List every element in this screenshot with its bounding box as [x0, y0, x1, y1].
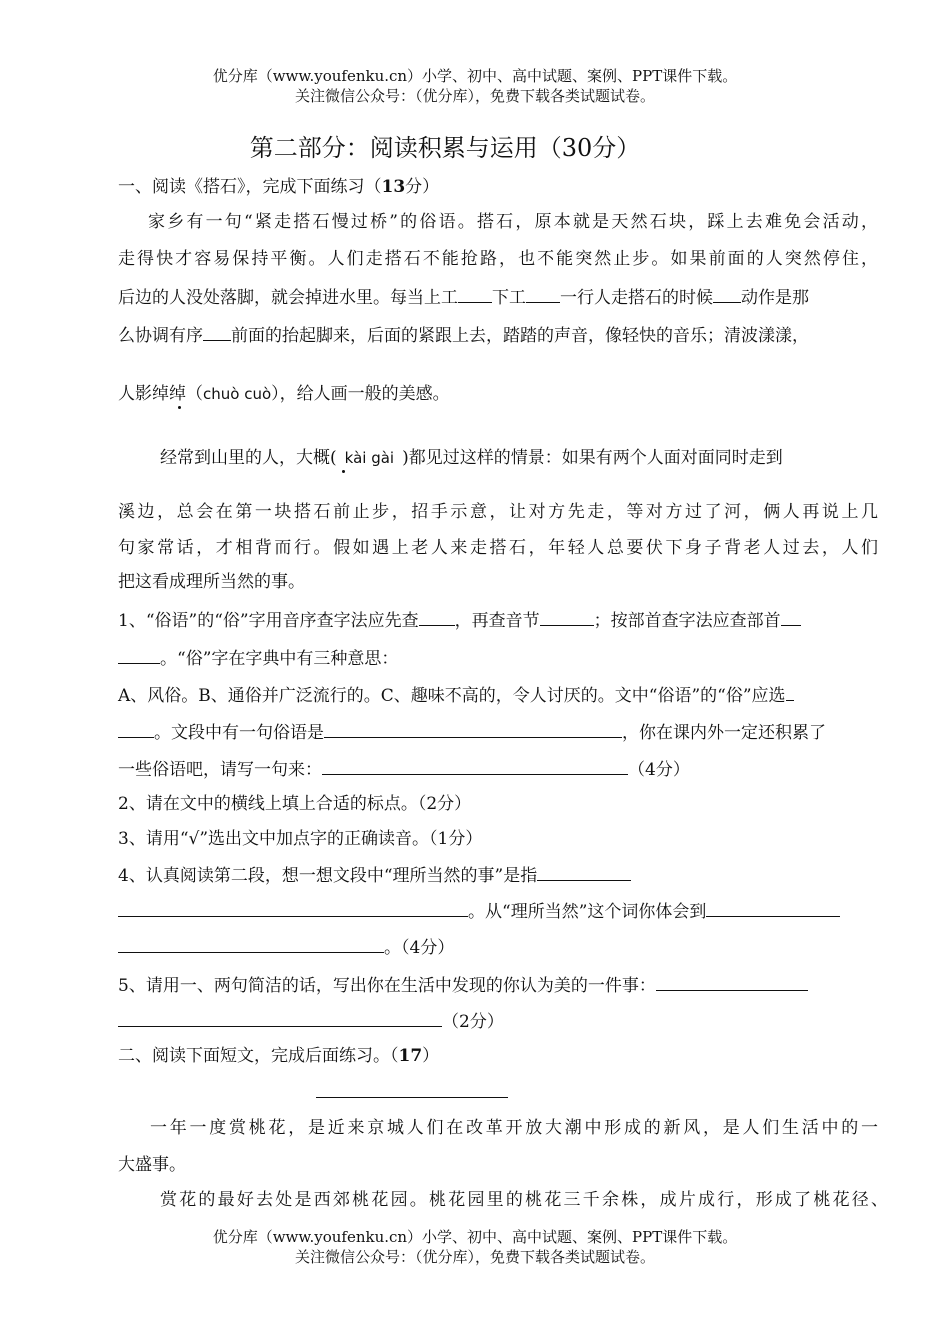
section-2-heading: 二、阅读下面短文，完成后面练习。（17） — [118, 1046, 440, 1066]
answer-blank-q4-a[interactable] — [537, 862, 631, 881]
answer-blank-radical-cont[interactable] — [118, 645, 160, 664]
answer-blank-radical[interactable] — [781, 607, 801, 626]
passage-1-line-2: 走得快才容易保持平衡。人们走搭石不能抢路，也不能突然止步。如果前面的人突然停住， — [118, 249, 878, 269]
passage-1-line-1: 家乡有一句“紧走搭石慢过桥”的俗语。搭石，原本就是天然石块，踩上去难免会活动， — [148, 212, 878, 232]
section-2-passage-line-2: 大盛事。 — [118, 1155, 186, 1175]
answer-blank-q5-b[interactable] — [118, 1008, 442, 1027]
emphasis-dot-chuo — [178, 406, 181, 409]
question-1-line-5: 一些俗语吧，请写一句来： （4分） — [118, 756, 690, 782]
question-2: 2、请在文中的横线上填上合适的标点。（2分） — [118, 794, 472, 814]
footer-line-1: 优分库（www.youfenku.cn）小学、初中、高中试题、案例、PPT课件下载。 — [212, 1228, 738, 1246]
section-1-heading-text: 一、阅读《搭石》，完成下面练习（ — [118, 177, 382, 197]
question-1-line-1: 1、“俗语”的“俗”字用音序查字法应先查 ，再查音节 ；按部首查字法应查部首 — [118, 607, 801, 633]
section-1-heading — [118, 175, 439, 199]
header-line-2: 关注微信公众号：（优分库），免费下载各类试题试卷。 — [294, 87, 655, 105]
passage-2-line-2: 溪边，总会在第一块搭石前止步，招手示意，让对方先走，等对方过了河，俩人再说上几 — [118, 502, 878, 522]
answer-blank-q5-a[interactable] — [656, 972, 808, 991]
question-4-line-3: 。（4分） — [118, 934, 454, 960]
answer-blank-q4-d[interactable] — [118, 934, 384, 953]
question-1-line-2: 。“俗”字在字典中有三种意思： — [118, 645, 398, 671]
section-1-score: 13 — [381, 177, 406, 197]
question-1-line-3: A、风俗。B、通俗并广泛流行的。C、趣味不高的，令人讨厌的。文中“俗语”的“俗”应选 — [118, 682, 794, 708]
pinyin-options-chuo-cuo[interactable]: chuò cuò — [203, 385, 272, 403]
question-1-line-4: 。文段中有一句俗语是 ，你在课内外一定还积累了 — [118, 719, 826, 745]
section-1-heading-end: 分） — [405, 177, 440, 197]
answer-blank-own-proverb[interactable] — [322, 756, 628, 775]
page-title: 第二部分：阅读积累与运用（30分） — [249, 134, 641, 162]
passage-1-line-3: 后边的人没处落脚，就会掉进水里。每当上工 下工 一行人走搭石的时候 动作是那 — [118, 284, 809, 310]
passage-2-line-4: 把这看成理所当然的事。 — [118, 572, 305, 592]
answer-blank-meaning[interactable] — [786, 682, 794, 701]
section-2-passage-line-1: 一年一度赏桃花，是近来京城人们在改革开放大潮中形成的新风，是人们生活中的一 — [150, 1118, 878, 1138]
question-3: 3、请用“√”选出文中加点字的正确读音。（1分） — [118, 829, 483, 849]
answer-blank-syllable[interactable] — [540, 607, 594, 626]
answer-blank-q4-c[interactable] — [706, 898, 840, 917]
section-2-passage-line-3: 赏花的最好去处是西郊桃花园。桃花园里的桃花三千余株，成片成行，形成了桃花径、 — [160, 1190, 888, 1210]
passage-2-line-1: 经常到山里的人，大概( kài gài )都见过这样的情景：如果有两个人面对面同时走到 — [160, 448, 783, 468]
question-5-line-2: （2分） — [118, 1008, 504, 1034]
punctuation-blank-3[interactable] — [713, 284, 741, 303]
punctuation-blank-4[interactable] — [203, 322, 231, 341]
pinyin-options-gai[interactable]: kài gài — [344, 449, 395, 467]
emphasis-dot-gai — [342, 470, 345, 473]
section-2-score: 17 — [398, 1046, 423, 1066]
punctuation-blank-2[interactable] — [526, 284, 560, 303]
header-line-1: 优分库（www.youfenku.cn）小学、初中、高中试题、案例、PPT课件下载。 — [212, 67, 738, 85]
answer-blank-initial[interactable] — [419, 607, 455, 626]
answer-blank-q4-b[interactable] — [118, 898, 468, 917]
answer-blank-proverb-in-text[interactable] — [324, 719, 622, 738]
title-blank[interactable] — [316, 1097, 508, 1098]
answer-blank-meaning-cont[interactable] — [118, 719, 154, 738]
question-4-line-1: 4、认真阅读第二段，想一想文段中“理所当然的事”是指 — [118, 862, 631, 888]
passage-1-line-4: 么协调有序 前面的抬起脚来，后面的紧跟上去，踏踏的声音，像轻快的音乐；清波漾漾， — [118, 322, 809, 348]
punctuation-blank-1[interactable] — [458, 284, 492, 303]
passage-1-line-5: 人影绰绰（chuò cuò），给人画一般的美感。 — [118, 384, 450, 404]
question-5-line-1: 5、请用一、两句简洁的话，写出你在生活中发现的你认为美的一件事： — [118, 972, 808, 998]
footer-line-2: 关注微信公众号：（优分库），免费下载各类试题试卷。 — [294, 1248, 655, 1266]
passage-2-line-3: 句家常话，才相背而行。假如遇上老人来走搭石，年轻人总要伏下身子背老人过去，人们 — [118, 538, 878, 558]
question-4-line-2: 。从“理所当然”这个词你体会到 — [118, 898, 840, 924]
